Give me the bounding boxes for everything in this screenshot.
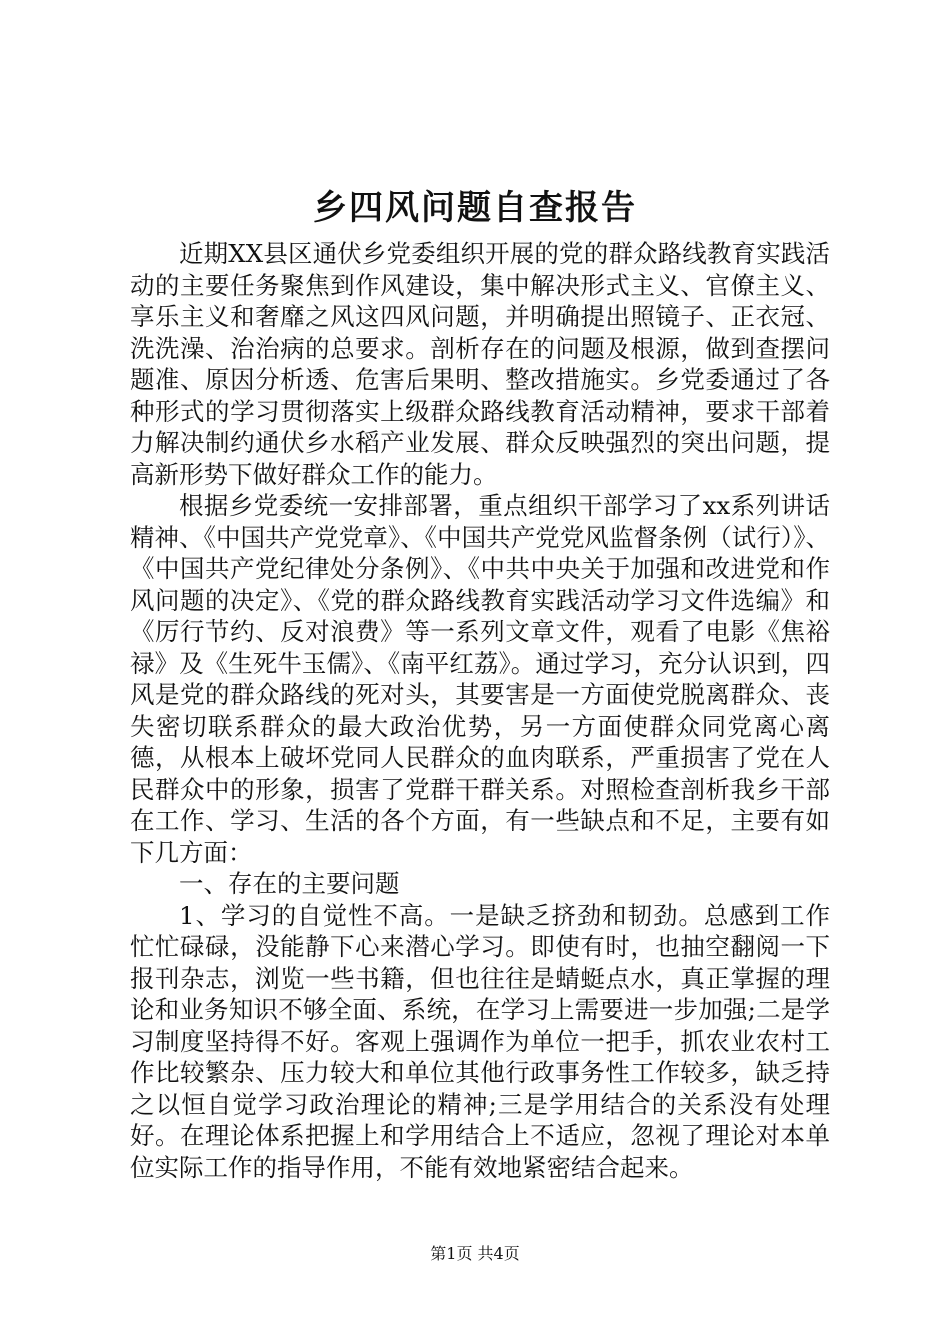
section-heading-main-problems: 一、存在的主要问题 (179, 869, 400, 898)
paragraph-study: 根据乡党委统一安排部署，重点组织干部学习了xx系列讲话精神、《中国共产党党章》、《中国共产党党风监督条例（试行）》、《中国共产党纪律处分条例》、《中共中央关于加强和改进党和作风问题的决定》、《党的群众路线教育实践活动学习文件选编》和《厉行节约、反对浪费》等一系列文章文件，观看了电影《焦裕禄》及《生死牛玉儒》、《南平红荔》。通过学习，充分认识到，四风是党的群众路线的死对头，其要害是一方面使党脱离群众、丧失密切联系群众的最大政治优势，另一方面使群众同党离心离德，从根本上破坏党同人民群众的血肉联系，严重损害了党在人民群众中的形象，损害了党群干群关系。对照检查剖析我乡干部在工作、学习、生活的各个方面，有一些缺点和不足，主要有如下几方面： (130, 491, 830, 867)
paragraph-intro: 近期XX县区通伏乡党委组织开展的党的群众路线教育实践活动的主要任务聚焦到作风建设，集中解决形式主义、官僚主义、享乐主义和奢靡之风这四风问题，并明确提出照镜子、正衣冠、洗洗澡、治治病的总要求。剖析存在的问题及根源，做到查摆问题准、原因分析透、危害后果明、整改措施实。乡党委通过了各种形式的学习贯彻落实上级群众路线教育活动精神，要求干部着力解决制约通伏乡水稻产业发展、群众反映强烈的突出问题，提高新形势下做好群众工作的能力。 (130, 239, 830, 489)
paragraph-problem-1: 1、学习的自觉性不高。一是缺乏挤劲和韧劲。总感到工作忙忙碌碌，没能静下心来潜心学习。即使有时，也抽空翻阅一下报刊杂志，浏览一些书籍，但也往往是蜻蜓点水，真正掌握的理论和业务知识不够全面、系统，在学习上需要进一步加强;二是学习制度坚持得不好。客观上强调作为单位一把手，抓农业农村工作比较繁杂、压力较大和单位其他行政事务性工作较多，缺乏持之以恒自觉学习政治理论的精神;三是学用结合的关系没有处理好。在理论体系把握上和学用结合上不适应，忽视了理论对本单位实际工作的指导作用，不能有效地紧密结合起来。 (130, 900, 830, 1182)
page-number: 第1页 共4页 (430, 1244, 520, 1263)
document-title: 乡四风问题自查报告 (313, 188, 637, 228)
document-body (130, 238, 830, 1183)
